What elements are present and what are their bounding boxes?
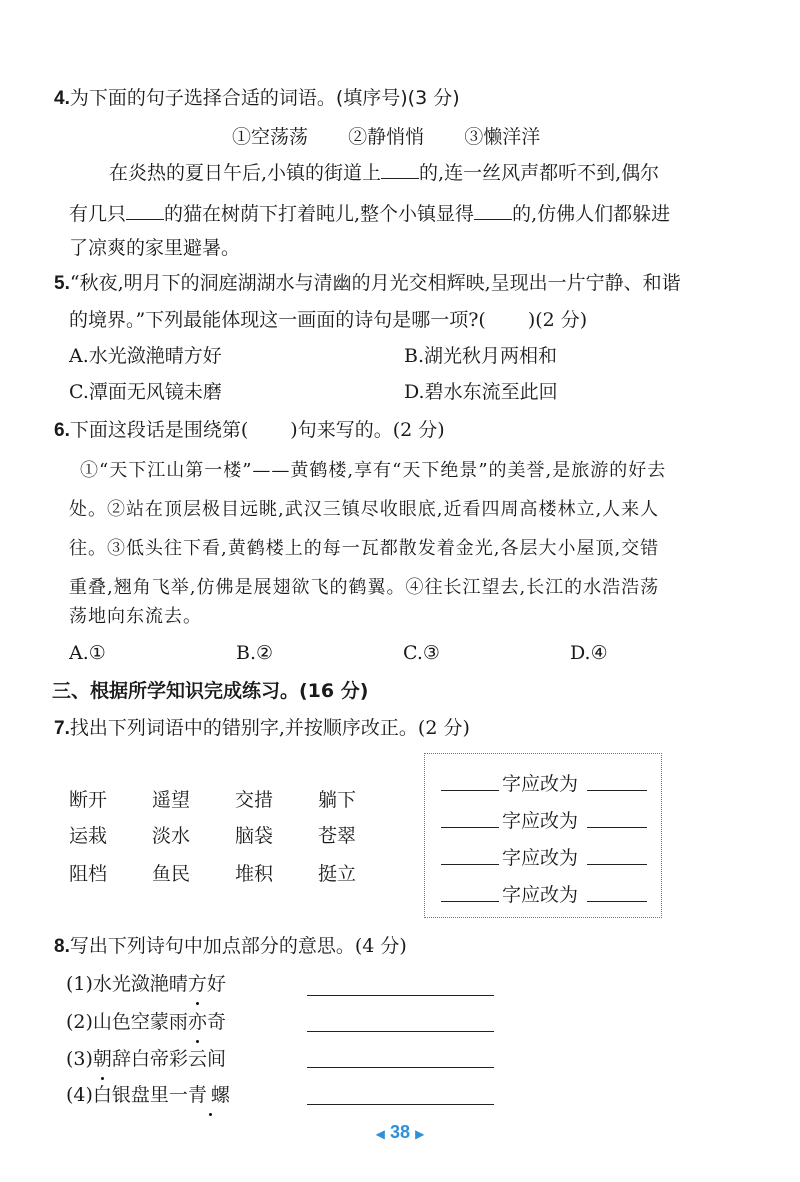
q4-option-2: ②静悄悄 [348,126,425,148]
answer-line[interactable] [307,1031,494,1032]
page-number: 38 [389,1122,411,1142]
answer-line[interactable] [587,790,647,791]
answer-line[interactable] [307,1067,494,1068]
q7-word: 堆积 [235,863,274,885]
q8-title: 8.写出下列诗句中加点部分的意思。(4 分) [54,935,407,957]
q6-option-b[interactable]: B.② [236,642,274,664]
q7-word: 断开 [69,789,108,811]
q4-sentence-line3: 了凉爽的家里避暑。 [69,237,241,259]
q8-item-2: (2)山色空蒙雨亦奇 [66,1011,226,1033]
q5-option-c[interactable]: C.潭面无风镜未磨 [69,381,222,403]
q4-sentence-line2: 有几只 的猫在树荫下打着盹儿,整个小镇显得 的,仿佛人们都躲进 [69,203,671,225]
q4-option-1: ①空荡荡 [232,126,309,148]
q7-word: 淡水 [152,825,191,847]
q6-passage-line: 荡地向东流去。 [69,606,202,627]
answer-blank[interactable] [474,201,512,220]
q7-word: 运栽 [69,825,108,847]
next-page-icon[interactable]: ▶ [415,1127,425,1141]
q5-option-a[interactable]: A.水光潋滟晴方好 [69,345,222,367]
answer-line[interactable] [587,864,647,865]
q6-passage-line: 往。③低头往下看,黄鹤楼上的每一瓦都散发着金光,各层大小屋顶,交错 [69,538,660,559]
answer-line[interactable] [587,827,647,828]
q5-line1: 5.“秋夜,明月下的洞庭湖湖水与清幽的月光交相辉映,呈现出一片宁静、和谐 [54,272,681,294]
q6-option-c[interactable]: C.③ [403,642,440,664]
q8-item-1: (1)水光潋滟晴方好 [66,973,226,995]
page-footer [360,1122,440,1143]
q4-options [232,125,540,149]
q7-word: 挺立 [318,863,357,885]
q6-passage-line: 处。②站在顶层极目远眺,武汉三镇尽收眼底,近看四周高楼林立,人来人 [69,499,660,520]
q7-fill-label: 字应改为 [502,884,579,906]
q7-word: 脑袋 [235,825,274,847]
q7-word: 鱼民 [152,863,191,885]
answer-line[interactable] [441,864,499,865]
q7-title: 7.找出下列词语中的错别字,并按顺序改正。(2 分) [54,717,470,739]
answer-line[interactable] [441,827,499,828]
q4-title: 4.为下面的句子选择合适的词语。(填序号)(3 分) [54,87,460,109]
q7-word: 阻档 [69,863,108,885]
q5-line2: 的境界。”下列最能体现这一画面的诗句是哪一项?( )(2 分) [69,309,588,331]
q6-passage-line: 重叠,翘角飞举,仿佛是展翅欲飞的鹤翼。④往长江望去,长江的水浩浩荡 [69,577,660,598]
q7-word: 遥望 [152,789,191,811]
answer-line[interactable] [441,790,499,791]
q4-option-3: ③懒洋洋 [464,126,541,148]
q8-item-4: (4)白银盘里一青螺 [66,1084,234,1106]
q7-fill-label: 字应改为 [502,847,579,869]
q7-word: 躺下 [318,789,357,811]
prev-page-icon[interactable]: ◀ [375,1127,385,1141]
q7-word: 交措 [235,789,274,811]
q7-word: 苍翠 [318,825,357,847]
q6-title: 6.下面这段话是围绕第( )句来写的。(2 分) [54,419,445,441]
answer-line[interactable] [307,995,494,996]
answer-line[interactable] [441,901,499,902]
q6-option-a[interactable]: A.① [69,642,106,664]
q8-item-3: (3)朝辞白帝彩云间 [66,1048,226,1070]
answer-blank[interactable] [381,160,419,179]
section-3-heading: 三、根据所学知识完成练习。(16 分) [52,680,369,702]
q6-option-d[interactable]: D.④ [570,642,608,664]
q7-fill-label: 字应改为 [502,773,579,795]
q4-sentence-line1: 在炎热的夏日午后,小镇的街道上 的,连一丝风声都听不到,偶尔 [109,162,660,184]
answer-line[interactable] [587,901,647,902]
answer-blank[interactable] [126,201,164,220]
q5-option-d[interactable]: D.碧水东流至此回 [404,381,558,403]
answer-line[interactable] [307,1104,494,1105]
q5-option-b[interactable]: B.湖光秋月两相和 [404,345,558,367]
q6-passage-line: ①“天下江山第一楼”——黄鹤楼,享有“天下绝景”的美誉,是旅游的好去 [80,460,667,481]
q7-fill-label: 字应改为 [502,810,579,832]
